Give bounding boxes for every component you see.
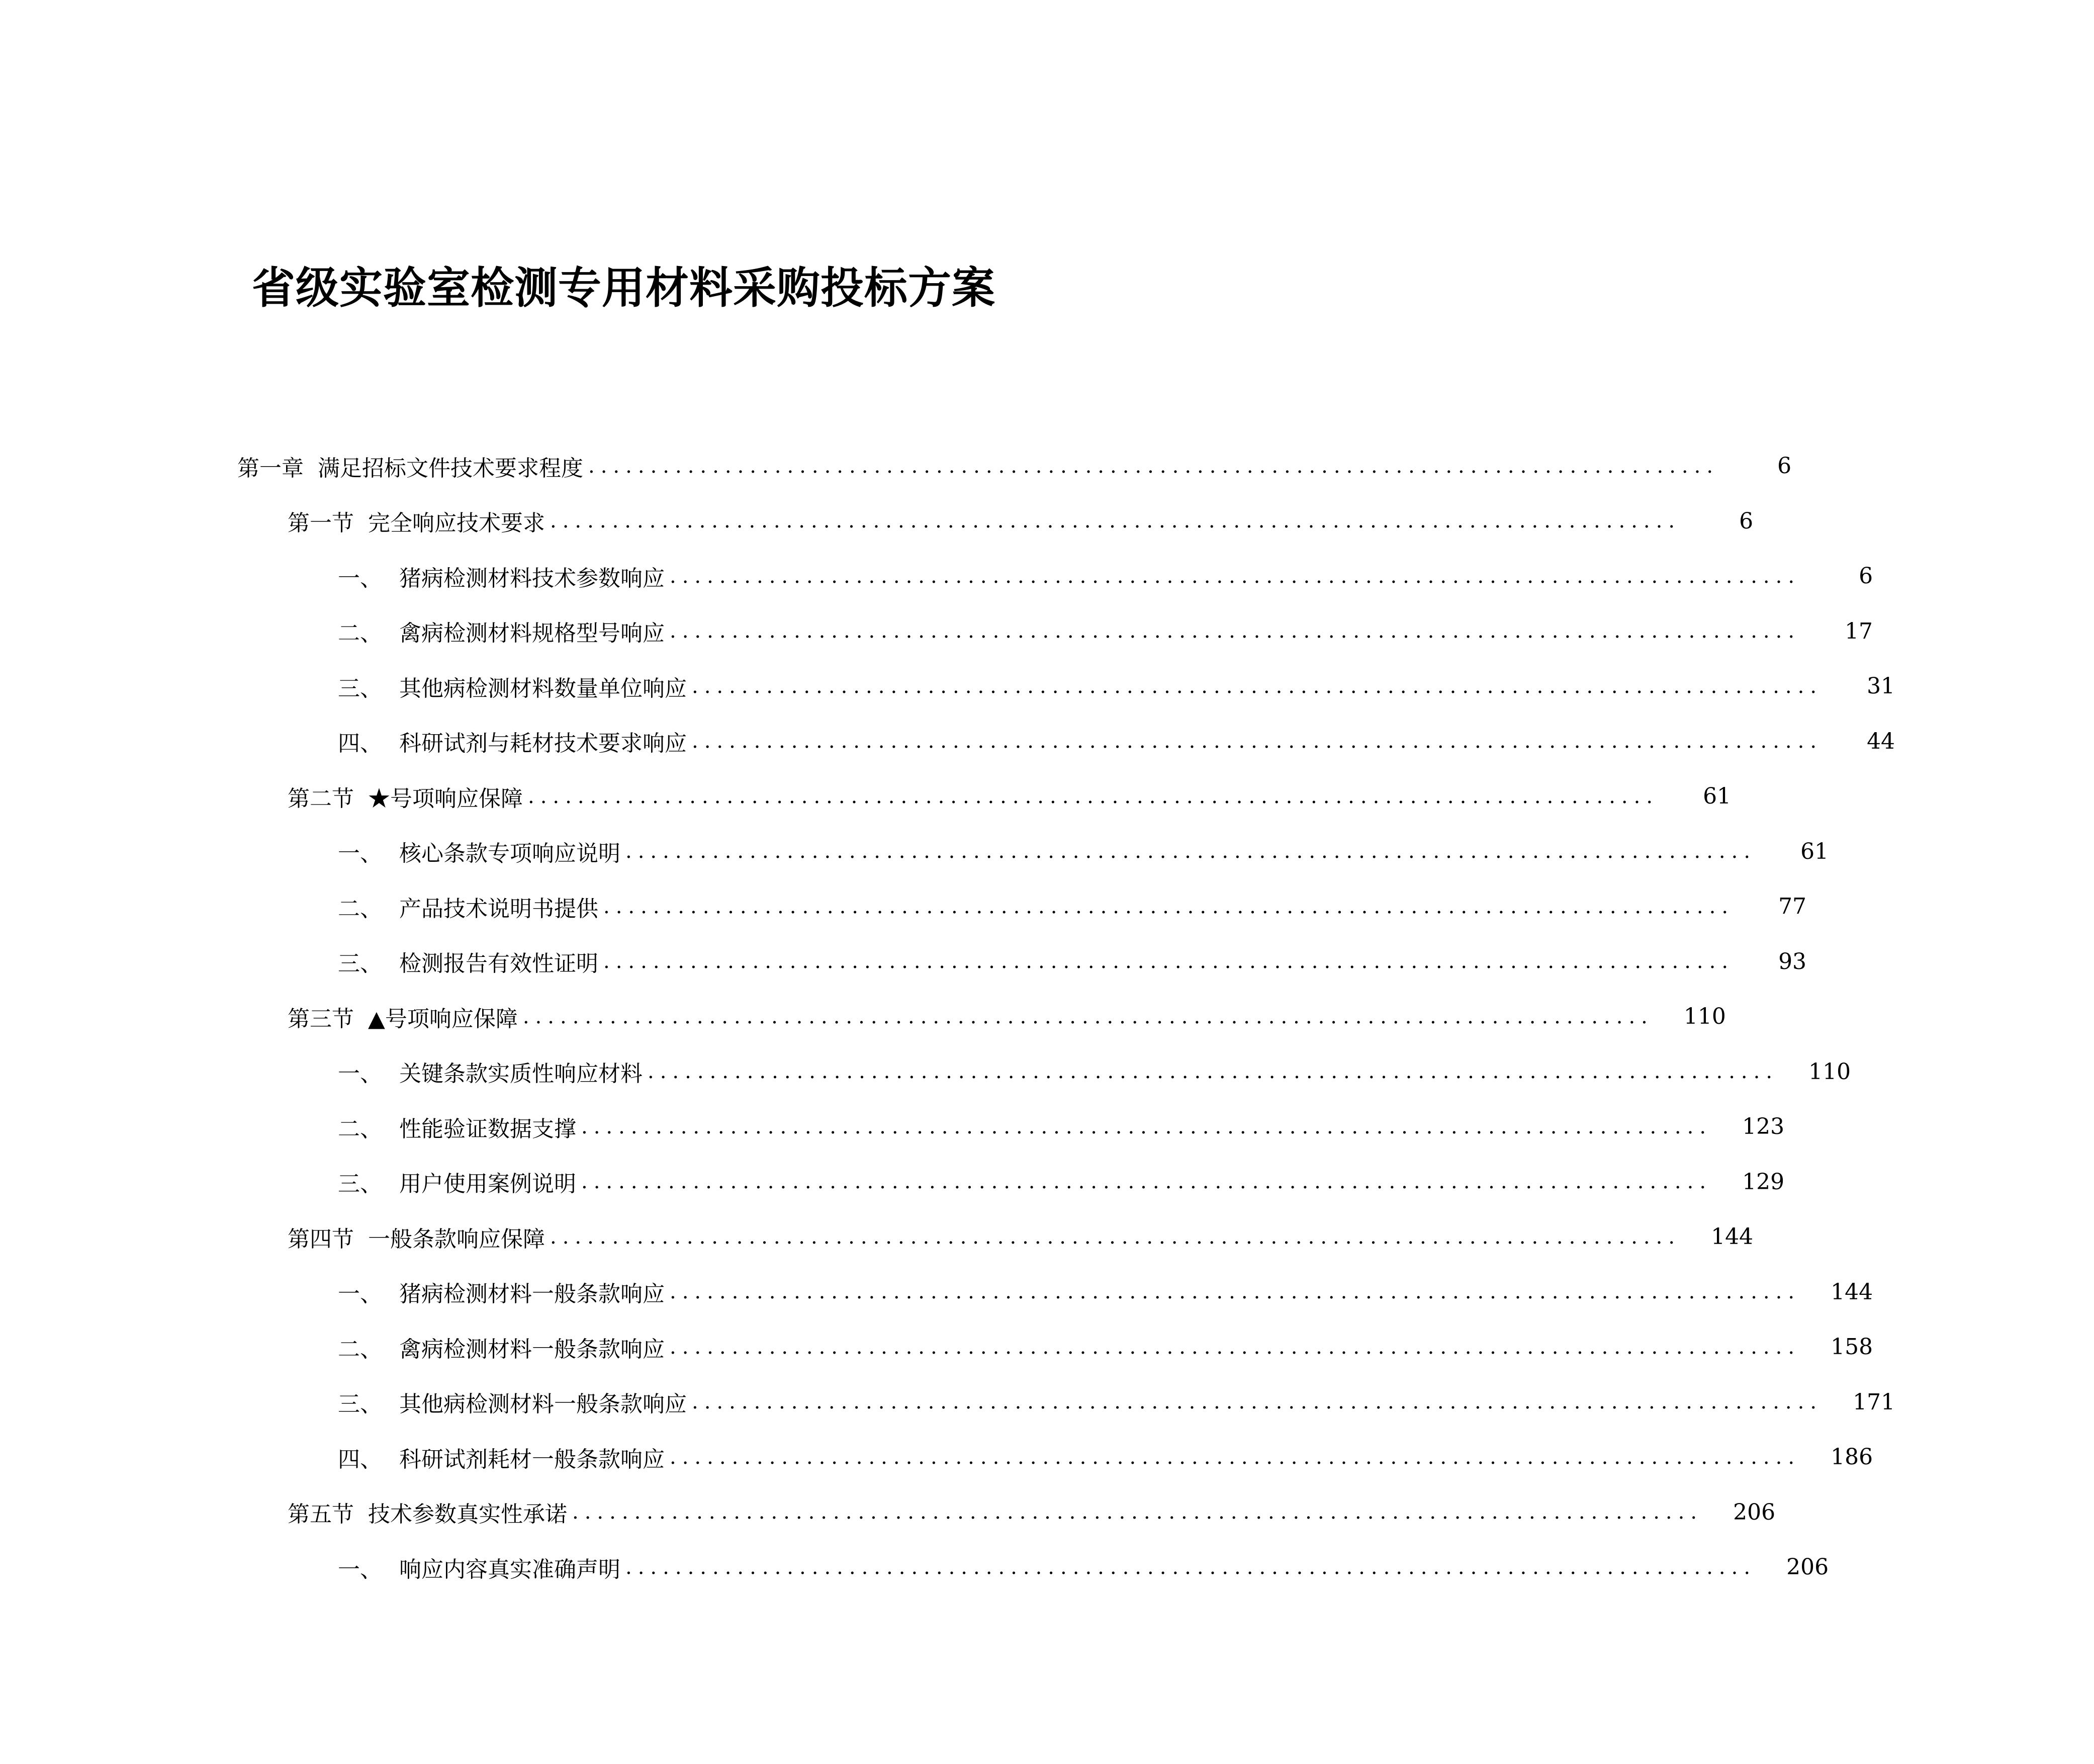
dot-leader: ........................................................................................... [603,895,1735,918]
toc-entry-title: 一般条款响应保障 [368,1226,545,1252]
toc-entry-page: 110 [1808,1059,1851,1085]
toc-entry-section-4[interactable] [0,1209,1754,1265]
toc-entry-number: 三、 [338,1391,382,1418]
toc-entry-title: 禽病检测材料一般条款响应 [399,1336,665,1362]
toc-entry-section-3[interactable] [0,989,1726,1044]
toc-entry-title: 核心条款专项响应说明 [399,841,620,867]
dot-leader: ........................................................................................... [625,1555,1757,1579]
toc-entry-chapter-1[interactable] [0,438,1792,494]
toc-entry-subsection[interactable] [0,879,1807,934]
toc-entry-subsection[interactable] [0,714,1895,769]
toc-entry-subsection[interactable] [0,1319,1873,1375]
dot-leader: ........................................................................................... [550,509,1681,533]
toc-entry-page: 186 [1831,1444,1873,1470]
toc-entry-title: 其他病检测材料一般条款响应 [399,1391,687,1418]
toc-entry-number: 一、 [338,1281,382,1307]
toc-entry-number: 第二节 [288,785,354,812]
toc-entry-title: 检测报告有效性证明 [399,951,598,977]
dot-leader: ........................................................................................... [648,1060,1779,1084]
toc-entry-page: 171 [1853,1389,1895,1415]
toc-entry-subsection[interactable] [0,1430,1873,1485]
toc-entry-number: 第三节 [288,1006,354,1032]
dot-leader: ........................................................................................... [692,674,1823,698]
toc-entry-number: 一、 [338,841,382,867]
toc-entry-number: 一、 [338,1061,382,1087]
toc-entry-page: 61 [1703,783,1732,810]
toc-entry-section-2[interactable] [0,769,1732,824]
dot-leader: ........................................................................................... [528,784,1659,808]
toc-entry-number: 第一章 [237,455,304,481]
toc-entry-title: 科研试剂耗材一般条款响应 [399,1446,665,1472]
dot-leader: ........................................................................................... [670,1280,1801,1304]
toc-entry-page: 44 [1867,728,1895,754]
toc-entry-title: 响应内容真实准确声明 [399,1556,620,1582]
toc-entry-number: 一、 [338,1556,382,1582]
toc-entry-number: 三、 [338,675,382,701]
toc-entry-title: 关键条款实质性响应材料 [399,1061,643,1087]
toc-entry-page: 129 [1742,1169,1785,1195]
toc-entry-page: 110 [1683,1004,1726,1030]
dot-leader: ........................................................................................... [603,950,1735,974]
toc-entry-title: 完全响应技术要求 [368,510,545,537]
toc-entry-page: 206 [1733,1499,1776,1525]
toc-entry-page: 93 [1778,948,1807,975]
toc-entry-subsection[interactable] [0,1375,1895,1430]
dot-leader: ........................................................................................... [588,454,1719,478]
toc-entry-subsection[interactable] [0,604,1873,659]
toc-entry-title: ▲号项响应保障 [368,1006,518,1032]
toc-entry-title: ★号项响应保障 [368,785,523,812]
toc-entry-page: 17 [1845,618,1873,644]
dot-leader: ........................................................................................... [670,564,1801,588]
toc-entry-title: 猪病检测材料一般条款响应 [399,1281,665,1307]
toc-entry-subsection[interactable] [0,1265,1873,1320]
toc-entry-title: 技术参数真实性承诺 [368,1502,567,1528]
toc-entry-subsection[interactable] [0,824,1829,879]
toc-entry-subsection[interactable] [0,1044,1851,1100]
toc-entry-title: 满足招标文件技术要求程度 [318,455,583,481]
toc-entry-page: 6 [1739,508,1754,534]
toc-entry-subsection[interactable] [0,934,1807,990]
table-of-contents [0,438,1895,1595]
dot-leader: ........................................................................................... [670,620,1801,643]
toc-entry-page: 123 [1742,1114,1785,1140]
toc-entry-subsection[interactable] [0,659,1895,714]
toc-entry-number: 第四节 [288,1226,354,1252]
toc-entry-subsection[interactable] [0,1099,1785,1155]
toc-entry-number: 二、 [338,1116,382,1142]
toc-entry-title: 猪病检测材料技术参数响应 [399,565,665,591]
toc-entry-subsection[interactable] [0,1540,1829,1595]
toc-entry-page: 144 [1711,1224,1754,1250]
toc-entry-title: 用户使用案例说明 [399,1171,576,1197]
toc-entry-page: 77 [1778,894,1807,920]
toc-entry-title: 禽病检测材料规格型号响应 [399,621,665,647]
toc-entry-page: 6 [1859,563,1873,589]
dot-leader: ........................................................................................... [692,1390,1823,1414]
toc-entry-title: 科研试剂与耗材技术要求响应 [399,731,687,757]
dot-leader: ........................................................................................... [581,1170,1712,1194]
dot-leader: ........................................................................................... [550,1225,1681,1249]
toc-entry-title: 产品技术说明书提供 [399,896,598,922]
toc-entry-number: 二、 [338,1336,382,1362]
toc-entry-number: 一、 [338,565,382,591]
document-title: 省级实验室检测专用材料采购投标方案 [252,263,995,313]
toc-entry-section-1[interactable] [0,494,1754,549]
toc-entry-page: 6 [1777,453,1792,479]
dot-leader: ........................................................................................... [670,1445,1801,1469]
toc-entry-page: 158 [1831,1334,1873,1360]
toc-entry-title: 性能验证数据支撑 [399,1116,576,1142]
toc-entry-section-5[interactable] [0,1485,1776,1540]
dot-leader: ........................................................................................... [692,730,1823,753]
dot-leader: ........................................................................................... [522,1005,1654,1028]
toc-entry-page: 206 [1786,1554,1829,1580]
toc-entry-title: 其他病检测材料数量单位响应 [399,675,687,701]
toc-entry-number: 三、 [338,1171,382,1197]
toc-entry-number: 第五节 [288,1502,354,1528]
toc-entry-number: 二、 [338,621,382,647]
toc-entry-page: 144 [1831,1279,1873,1305]
dot-leader: ........................................................................................... [625,840,1757,863]
toc-entry-page: 31 [1867,673,1895,699]
dot-leader: ........................................................................................... [572,1501,1703,1524]
toc-entry-subsection[interactable] [0,1155,1785,1210]
dot-leader: ........................................................................................... [581,1115,1712,1138]
toc-entry-number: 第一节 [288,510,354,537]
toc-entry-number: 四、 [338,731,382,757]
toc-entry-number: 三、 [338,951,382,977]
toc-entry-number: 二、 [338,896,382,922]
toc-entry-number: 四、 [338,1446,382,1472]
dot-leader: ........................................................................................... [670,1335,1801,1359]
toc-entry-page: 61 [1800,838,1829,864]
toc-entry-subsection[interactable] [0,549,1873,604]
